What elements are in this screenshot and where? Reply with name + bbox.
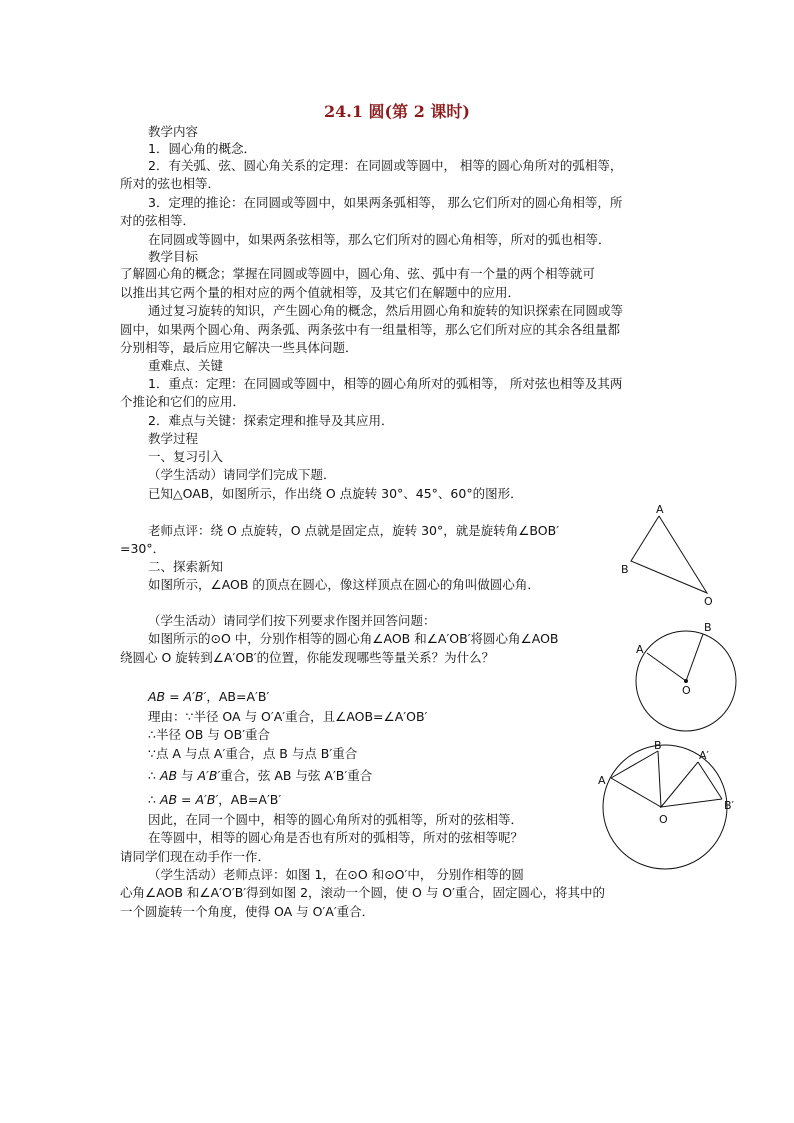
text-line: 对的弦相等．: [120, 213, 196, 228]
arc-conclusion-line: [148, 792, 281, 808]
text-line: =30°．: [120, 541, 166, 556]
chord-ab: [611, 751, 658, 778]
text-line: 在同圆或等圆中，如果两条弦相等，那么它们所对的圆心角相等，所对的弧也相等．: [148, 232, 611, 247]
label-a: A: [598, 774, 606, 787]
label-a-prime: A′: [699, 749, 710, 762]
text-line: 老师点评：绕 O 点旋转，O 点就是固定点，旋转 30°，就是旋转角∠BOB′: [148, 523, 560, 538]
circle-figure-1: [630, 615, 750, 740]
text-line: 一个圆旋转一个角度，使得 OA 与 O′A′重合．: [120, 904, 375, 919]
radius-oa: [647, 653, 686, 681]
text-line: （学生活动）请同学们完成下题．: [148, 467, 336, 482]
center-dot: [684, 679, 688, 683]
text-line: 2．有关弧、弦、圆心角关系的定理：在同圆或等圆中， 相等的圆心角所对的弧相等，: [148, 158, 623, 173]
arc-coincide-line: [148, 768, 372, 784]
circle-figure-2: [595, 735, 745, 875]
label-o: O: [682, 684, 691, 697]
coincide-text: 重合，弦 AB 与弦 A′B′重合: [220, 768, 373, 783]
text-line: 分别相等，最后应用它解决一些具体问题．: [120, 340, 358, 355]
label-b: B: [704, 621, 712, 634]
text-line: 2．难点与关键：探索定理和推导及其应用．: [148, 413, 394, 428]
heading-keypoints: 重难点、关键: [148, 358, 224, 373]
connector-text: 与: [177, 768, 198, 783]
heading-goals: 教学目标: [148, 249, 199, 264]
text-line: 如图所示，∠AOB 的顶点在圆心，像这样顶点在圆心的角叫做圆心角．: [148, 577, 540, 592]
circle-outline: [603, 745, 727, 869]
label-a: A: [636, 643, 644, 656]
text-line: 心角∠AOB 和∠A′O′B′得到如图 2，滚动一个圆，使 O 与 O′重合，固定圆心，将其中的: [120, 885, 605, 900]
text-line: （学生活动）请同学们按下列要求作图并回答问题：: [148, 613, 436, 628]
label-b: B: [654, 739, 662, 752]
triangle-figure: [615, 500, 725, 610]
text-line: 1．圆心角的概念．: [148, 141, 256, 156]
triangle-outline: [631, 516, 707, 593]
arc-equality: AB = A′B′: [159, 792, 219, 807]
text-line: 如图所示的⊙O 中，分别作相等的圆心角∠AOB 和∠A′OB′将圆心角∠AOB: [148, 631, 559, 646]
therefore-symbol: ∴: [148, 768, 160, 783]
arc-equation-line: [148, 689, 269, 705]
label-b-prime: B′: [724, 799, 735, 812]
text-line: （学生活动）老师点评：如图 1，在⊙O 和⊙O′中， 分别作相等的圆: [148, 867, 524, 882]
arc-ab: AB: [159, 768, 178, 783]
label-o: O: [659, 813, 668, 826]
text-line: 理由：∵半径 OA 与 O′A′重合，且∠AOB=∠A′OB′: [148, 709, 428, 724]
text-line: ∴半径 OB 与 OB′重合: [148, 727, 271, 742]
radius-ob: [686, 634, 703, 681]
page-title: 24.1 圆(第 2 课时): [324, 102, 470, 121]
label-o: O: [704, 595, 713, 608]
arc-equality: AB = A′B′: [148, 689, 207, 704]
text-line: 3．定理的推论：在同圆或等圆中，如果两条弧相等， 那么它们所对的圆心角相等，所: [148, 195, 623, 210]
label-b: B: [621, 563, 629, 576]
text-line: 个推论和它们的应用．: [120, 394, 246, 409]
text-line: 圆中，如果两个圆心角、两条弧、两条弦中有一组量相等，那么它们所对应的其余各组量都: [120, 322, 621, 337]
text-line: 在等圆中，相等的圆心角是否也有所对的弧相等，所对的弦相等呢？: [148, 830, 524, 845]
text-line: 请同学们现在动手作一作．: [120, 849, 271, 864]
text-line: 绕圆心 O 旋转到∠A′OB′的位置，你能发现哪些等量关系？为什么？: [120, 650, 495, 665]
text-line: 一、复习引入: [148, 449, 224, 464]
text-line: 1．重点：定理：在同圆或等圆中，相等的圆心角所对的弧相等， 所对弦也相等及其两: [148, 376, 623, 391]
chord-equality: ，AB=A′B′: [218, 792, 282, 807]
text-line: 所对的弦也相等．: [120, 176, 221, 191]
text-line: 通过复习旋转的知识，产生圆心角的概念，然后用圆心角和旋转的知识探索在同圆或等: [148, 303, 624, 318]
text-line: 二、探索新知: [148, 559, 224, 574]
arc-a2b2: A′B′: [197, 768, 221, 783]
therefore-symbol: ∴: [148, 792, 160, 807]
text-line: 了解圆心角的概念；掌握在同圆或等圆中，圆心角、弦、弧中有一个量的两个相等就可: [120, 266, 596, 281]
text-line: 因此，在同一个圆中，相等的圆心角所对的弧相等，所对的弦相等．: [148, 812, 524, 827]
chord-equality: ，AB=A′B′: [206, 689, 270, 704]
chord-a2b2: [698, 762, 722, 799]
text-line: ∵点 A 与点 A′重合，点 B 与点 B′重合: [148, 746, 358, 761]
text-line: 以推出其它两个量的相对应的两个值就相等，及其它们在解题中的应用．: [120, 285, 521, 300]
heading-process: 教学过程: [148, 431, 199, 446]
label-a: A: [656, 503, 664, 516]
heading-content: 教学内容: [148, 124, 199, 139]
text-line: 已知△OAB，如图所示，作出绕 O 点旋转 30°、45°、60°的图形．: [148, 486, 523, 501]
